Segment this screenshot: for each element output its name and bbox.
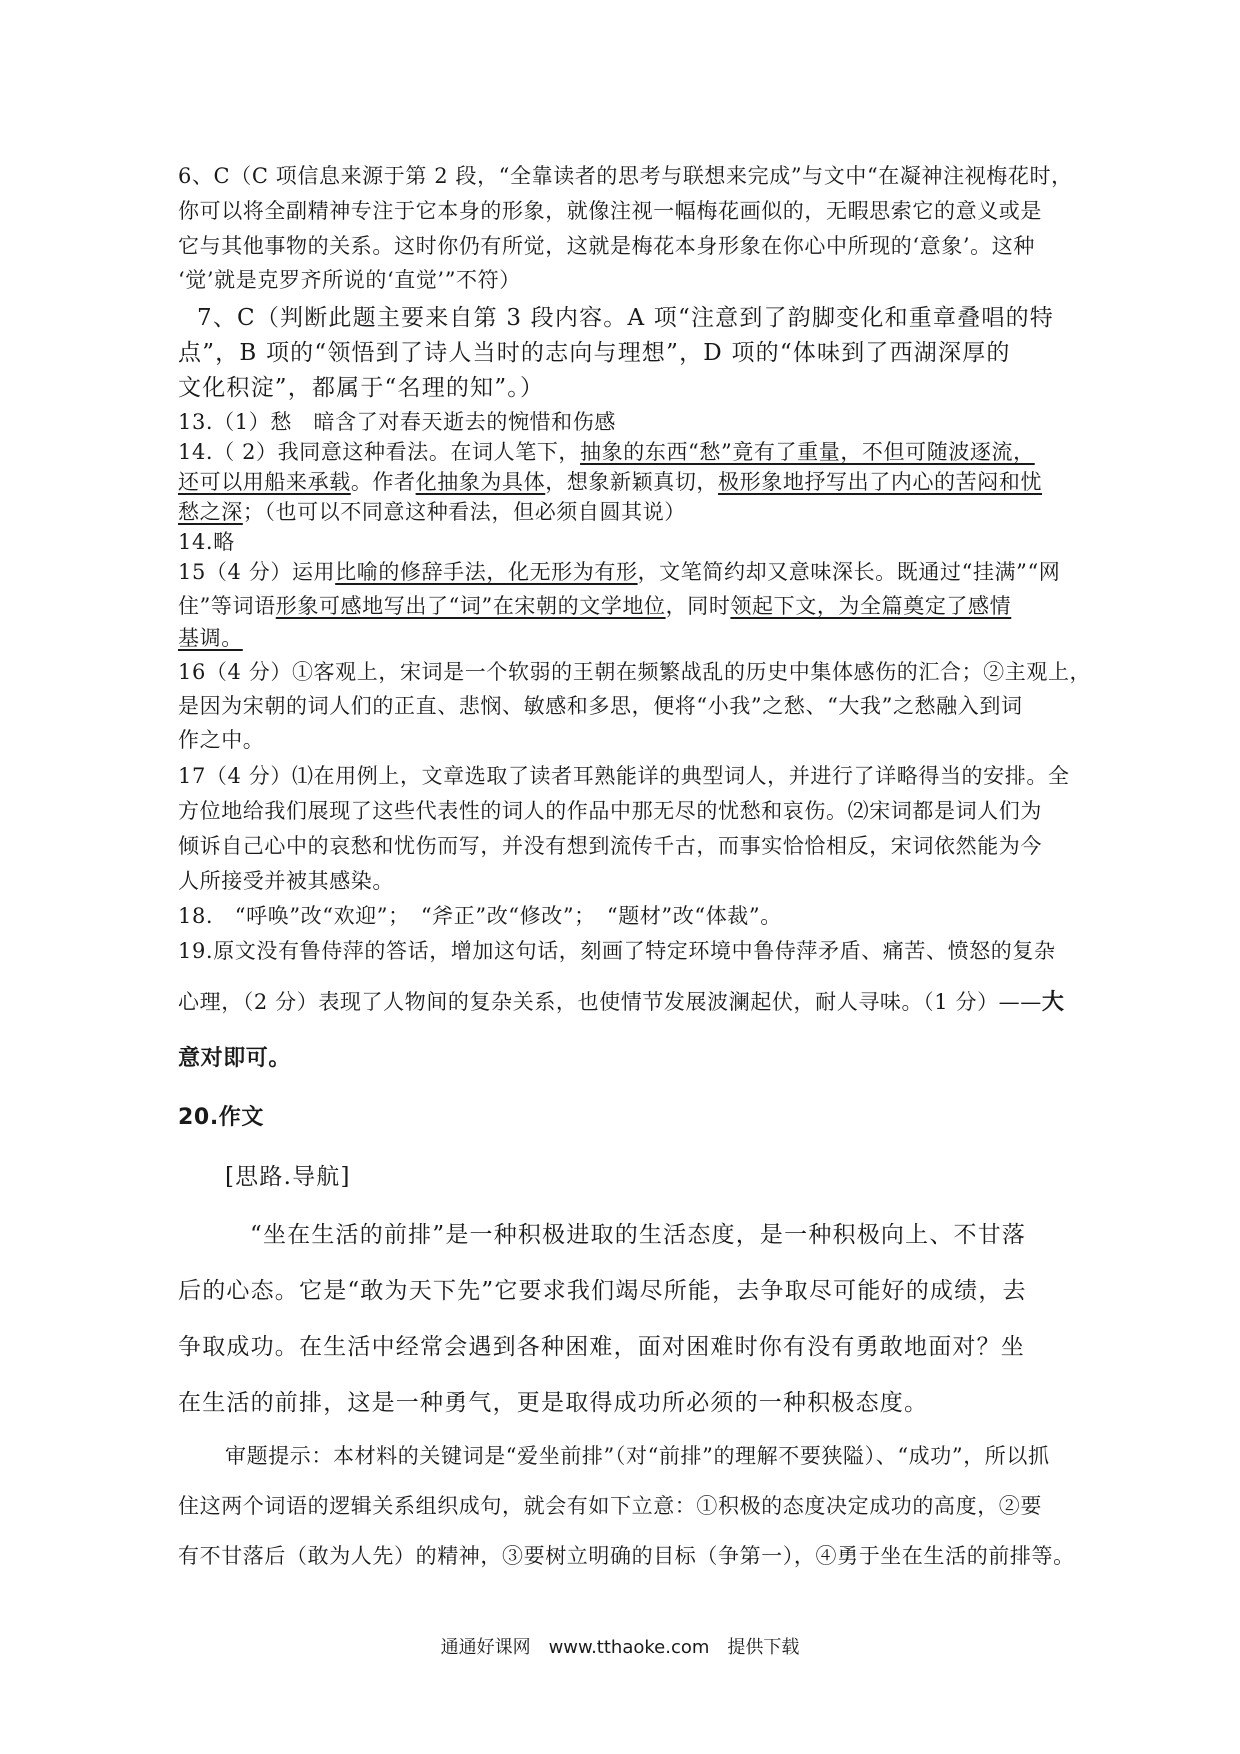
answer-15-line-1 [178,556,1060,586]
answer-16-line-1: 16（4 分）①客观上，宋词是一个软弱的王朝在频繁战乱的历史中集体感伤的汇合；②主观上， [178,660,1092,684]
answer-7-line-2: 点”，B 项的“领悟到了诗人当时的志向与理想”，D 项的“体味到了西湖深厚的 [178,340,1011,366]
essay-paragraph-line-1: “坐在生活的前排”是一种积极进取的生活态度，是一种积极向上、不甘落 [250,1222,1027,1248]
answer-14-text: ，想象新颖真切， [545,470,719,494]
answer-14-text: 14.（ 2）我同意这种看法。在词人笔下， [178,440,581,464]
answer-6-line-4: ‘觉’就是克罗齐所说的‘直觉’”不符） [178,268,521,292]
essay-guide-label: [思路.导航] [225,1164,351,1190]
answer-15-underline: 形象可感地写出了“词”在宋朝的文学地位 [275,594,666,618]
essay-hint-line-3: 有不甘落后（敢为人先）的精神，③要树立明确的目标（争第一），④勇于坐在生活的前排等。 [178,1544,1075,1568]
answer-14-text: 。作者 [350,470,416,494]
answer-19-text: 心理，（2 分）表现了人物间的复杂关系，也使情节发展波澜起伏，耐人寻味。（1 分）—— [178,990,1042,1014]
answer-14-underline: 抽象的东西“愁”竟有了重量，不但可随波逐流， [580,440,1035,464]
answer-15-underline: 领起下文，为全篇奠定了感情 [730,594,1012,618]
essay-paragraph-line-4: 在生活的前排，这是一种勇气，更是取得成功所必须的一种积极态度。 [178,1390,929,1416]
essay-paragraph-line-3: 争取成功。在生活中经常会遇到各种困难，面对困难时你有没有勇敢地面对？坐 [178,1334,1025,1360]
answer-17-line-1: 17（4 分）⑴在用例上，文章选取了读者耳熟能详的典型词人，并进行了详略得当的安排。全 [178,764,1070,788]
essay-hint-line-1: 审题提示：本材料的关键词是“爱坐前排”（对“前排”的理解不要狭隘）、“成功”，所以抓 [225,1444,1050,1468]
answer-19-line-3: 意对即可。 [178,1046,292,1071]
answer-15-text: ，文笔简约却又意味深长。既通过“挂满”“网 [637,560,1061,584]
answer-17-line-3: 倾诉自己心中的哀愁和忧伤而写，并没有想到流传千古，而事实恰恰相反，宋词依然能为今 [178,834,1042,858]
answer-15-underline: 比喻的修辞手法，化无形为有形 [335,560,638,584]
answer-17-line-4: 人所接受并被其感染。 [178,869,394,893]
answer-6-line-1: 6、C（C 项信息来源于第 2 段，“全靠读者的思考与联想来完成”与文中“在凝神注视梅花时， [178,164,1073,188]
answer-14-line-3 [178,496,686,526]
answer-14-underline: 愁之深 [178,500,243,524]
footer-credit: 通通好课网 www.tthaoke.com 提供下载 [440,1637,800,1658]
answer-14-text: ；（也可以不同意这种看法，但必须自圆其说） [242,500,686,524]
essay-hint-line-2: 住这两个词语的逻辑关系组织成句，就会有如下立意：①积极的态度决定成功的高度，②要 [178,1494,1042,1518]
answer-15-line-2 [178,590,1011,620]
answer-19-line-2 [178,985,1064,1016]
answer-14-underline: 还可以用船来承载 [178,470,351,494]
answer-14-underline: 极形象地抒写出了内心的苦闷和忧 [718,470,1043,494]
answer-7-line-3: 文化积淀”，都属于“名理的知”。） [178,375,545,401]
answer-15-underline: 基调。 [178,626,243,650]
answer-14-line-1 [178,436,1035,466]
answer-16-line-3: 作之中。 [178,728,265,752]
answer-19-bold: 大 [1041,990,1065,1015]
answer-18: 18. “呼唤”改“欢迎”； “斧正”改“修改”； “题材”改“体裁”。 [178,904,782,928]
answer-7-line-1: 7、C（判断此题主要来自第 3 段内容。A 项“注意到了韵脚变化和重章叠唱的特 [197,305,1054,331]
answer-6-line-2: 你可以将全副精神专注于它本身的形象，就像注视一幅梅花画似的，无暇思索它的意义或是 [178,199,1042,223]
answer-14-underline: 化抽象为具体 [415,470,546,494]
answer-15-text: 住”等词语 [178,594,276,618]
answer-15-text: ，同时 [665,594,731,618]
answer-14-omitted: 14.略 [178,530,235,554]
answer-6-line-3: 它与其他事物的关系。这时你仍有所觉，这就是梅花本身形象在你心中所现的‘意象’。这种 [178,234,1035,258]
answer-17-line-2: 方位地给我们展现了这些代表性的词人的作品中那无尽的忧愁和哀伤。⑵宋词都是词人们为 [178,799,1042,823]
answer-19-line-1: 19.原文没有鲁侍萍的答话，增加这句话，刻画了特定环境中鲁侍萍矛盾、痛苦、愤怒的复杂 [178,939,1056,963]
answer-16-line-2: 是因为宋朝的词人们的正直、悲悯、敏感和多思，便将“小我”之愁、“大我”之愁融入到词 [178,694,1023,718]
essay-paragraph-line-2: 后的心态。它是“敢为天下先”它要求我们竭尽所能，去争取尽可能好的成绩，去 [178,1278,1027,1304]
answer-13: 13.（1）愁 暗含了对春天逝去的惋惜和伤感 [178,410,616,434]
answer-14-line-2 [178,466,1042,496]
answer-15-text: 15（4 分）运用 [178,560,336,584]
essay-title: 20.作文 [178,1105,264,1130]
answer-15-line-3 [178,622,243,652]
